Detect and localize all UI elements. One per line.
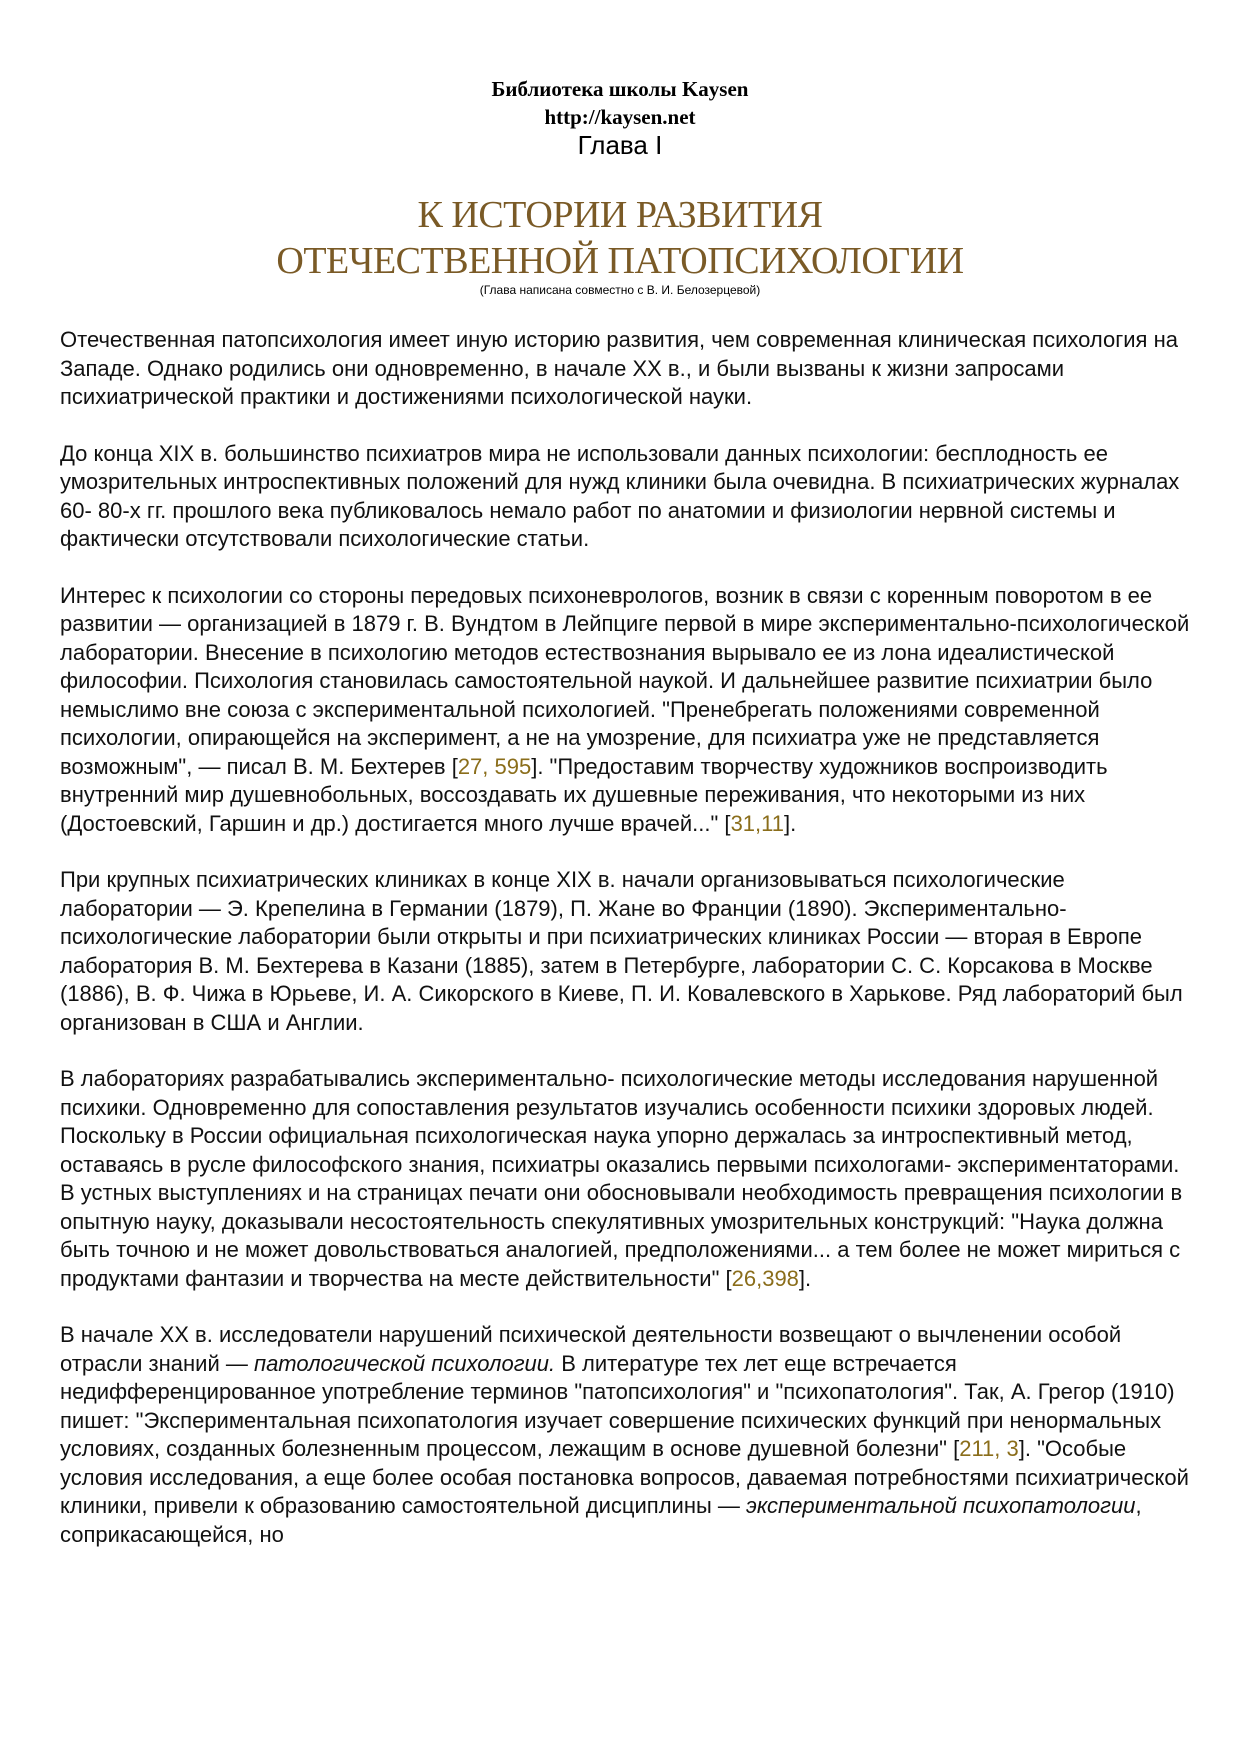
citation-link[interactable]: 26,398: [731, 1265, 799, 1291]
paragraph-6-text-a: В начале XX в. исследователи нарушений психической деятельности возвещают о вычленении особой отрасли знаний —: [60, 1322, 1122, 1376]
paragraph-4: При крупных психиатрических клиниках в конце XIX в. начали организовываться психологические лаборатории — Э. Крепелина в Германии (1879), П. Жане во Франции (1890). Экспериментально-психологические лаборатории были открыты и при психиатрических клиниках России — вторая в Европе лаборатория В. М. Бехтерева в Казани (1885), затем в Петербурге, лаборатории С. С. Корсакова в Москве (1886), В. Ф. Чижа в Юрьеве, И. А. Сикорского в Киеве, П. И. Ковалевского в Харькове. Ряд лабораторий был организован в США и Англии.: [60, 867, 1183, 1035]
chapter-title-line-2: ОТЕЧЕСТВЕННОЙ ПАТОПСИХОЛОГИИ: [276, 240, 964, 282]
chapter-title-line-1: К ИСТОРИИ РАЗВИТИЯ: [417, 194, 823, 236]
chapter-label: Глава I: [577, 130, 663, 160]
term-pathological-psychology: патологической психологии.: [253, 1350, 556, 1376]
paragraph-6-text-c: ]. "Особые условия исследования, а еще более особая постановка вопросов, даваемая потребностями психиатрической клиники, привели к образованию самостоятельной дисциплины —: [60, 1436, 1189, 1518]
library-name: Библиотека школы Kaysen: [491, 77, 749, 101]
citation-link[interactable]: 31,11: [730, 810, 784, 836]
paragraph-6-text-b: В литературе тех лет еще встречается недифференцированное употребление терминов "патопсихология" и "психопатология". Так, А. Грегор (1910) пишет: "Экспериментальная психопатология изучает совершение психических функций при ненормальных условиях, созданных болезненным процессом, лежащим в основе душевной болезни" [: [60, 1350, 1175, 1461]
paragraph-3-text-a: Интерес к психологии со стороны передовых психоневрологов, возник в связи с коренным поворотом в ее развитии — организацией в 1879 г. В. Вундтом в Лейпциге первой в мире экспериментально-психологической лаборатории. Внесение в психологию методов естествознания вырывало ее из лона идеалистической философии. Психология становилась самостоятельной наукой. И дальнейшее развитие психиатрии было немыслимо вне союза с экспериментальной психологией. "Пренебрегать положениями современной психологии, опирающейся на эксперимент, а не на умозрение, для психиатра уже не представляется возможным", — писал В. М. Бехтерев [: [60, 582, 1190, 779]
paragraph-3-text-b: ]. "Предоставим творчеству художников воспроизводить внутренний мир душевнобольных, воссоздавать их душевные переживания, что некоторыми из них (Достоевский, Гаршин и др.) достигается много лучше врачей..." [: [60, 753, 1108, 836]
chapter-coauthor-note: (Глава написана совместно с В. И. Белозерцевой): [479, 283, 761, 297]
paragraph-1: Отечественная патопсихология имеет иную историю развития, чем современная клиническая психология на Западе. Однако родились они одновременно, в начале XX в., и были вызваны к жизни запросами психиатрической практики и достижениями психологической науки.: [60, 327, 1178, 409]
citation-link[interactable]: 27, 595: [457, 753, 532, 779]
chapter-title: [0, 192, 1240, 284]
term-experimental-psychopathology: экспериментальной психопатологии: [746, 1493, 1136, 1518]
paragraph-5-text-b: ].: [798, 1265, 812, 1291]
paragraph-5: [60, 1065, 1190, 1293]
paragraph-5-text-a: В лабораториях разрабатывались экспериментально- психологические методы исследования нарушенной психики. Одновременно для сопоставления результатов изучались особенности психики здоровых людей. Поскольку в России официальная психологическая наука упорно держалась за интроспективный метод, оставаясь в русле философского знания, психиатры оказались первыми психологами- экспериментаторами. В устных выступлениях и на страницах печати они обосновывали необходимость превращения психологии в опытную науку, доказывали несостоятельность спекулятивных умозрительных конструкций: "Наука должна быть точною и не может довольствоваться аналогией, предположениями... а тем более не может мириться с продуктами фантазии и творчества на месте действительности" [: [60, 1066, 1183, 1291]
library-url: http://kaysen.net: [544, 105, 696, 129]
citation-link[interactable]: 211, 3: [959, 1436, 1019, 1461]
paragraph-6: [60, 1321, 1190, 1549]
paragraph-3: [60, 582, 1190, 839]
chapter-body: [60, 326, 1190, 1577]
paragraph-6-text-d: , соприкасающейся, но: [60, 1493, 1142, 1547]
paragraph-2: До конца XIX в. большинство психиатров мира не использовали данных психологии: бесплодность ее умозрительных интроспективных положений для нужд клиники была очевидна. В психиатрических журналах 60- 80-х гг. прошлого века публиковалось немало работ по анатомии и физиологии нервной системы и фактически отсутствовали психологические статьи.: [60, 440, 1180, 551]
paragraph-3-text-c: ].: [783, 810, 797, 836]
